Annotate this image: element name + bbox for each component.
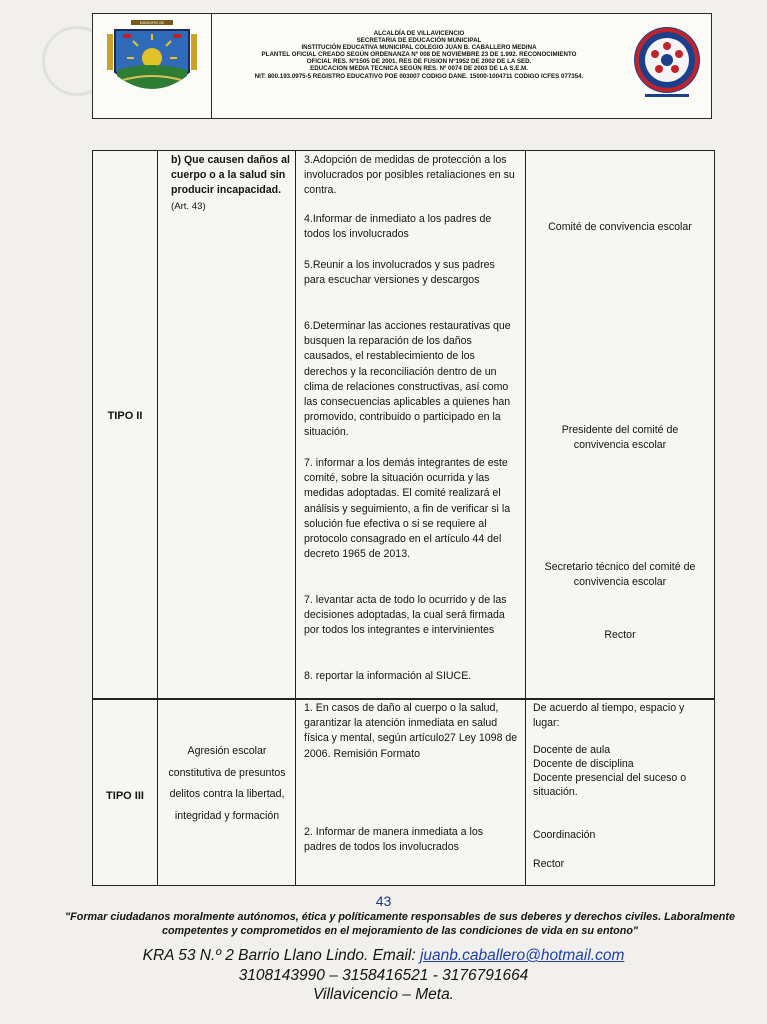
- email-link[interactable]: juanb.caballero@hotmail.com: [419, 947, 625, 964]
- tipo-ii-action-7b: 7. levantar acta de todo lo ocurrido y de las decisiones adoptadas, la cual será firmada por todos los integrantes e intervinientes: [304, 594, 507, 637]
- letterhead: [92, 13, 712, 119]
- tipo-ii-situation-text: b) Que causen daños al cuerpo o a la salud sin producir incapacidad.: [171, 154, 290, 197]
- motto-line-1: "Formar ciudadanos moralmente autónomos, ética y políticamente responsables de sus deberes y derechos civiles. Laboralmente: [65, 911, 735, 923]
- institution-info: [212, 30, 626, 80]
- tipo-iii-responsible-present: Docente presencial del suceso o situación.: [533, 772, 687, 798]
- tipo-ii-responsible-president: Presidente del comité de convivencia escolar: [561, 424, 679, 452]
- header-line-6: EDUCACION MEDIA TECNICA SEGÚN RES. Nº 0074 DE 2003 DE LA S.E.M.: [310, 65, 528, 73]
- tipo-ii-responsible-rector: Rector: [604, 629, 636, 641]
- address-text: KRA 53 N.º 2 Barrio Llano Lindo. Email:: [142, 947, 420, 964]
- coat-of-arms-icon: [93, 14, 211, 118]
- tipo-ii-situation: [171, 153, 295, 214]
- protocol-table: [92, 150, 715, 886]
- svg-text:MUNICIPIO DE: MUNICIPIO DE: [139, 21, 165, 25]
- tipo-ii-action-4: 4.Informar de inmediato a los padres de todos los involucrados: [304, 213, 492, 241]
- city-line: Villavicencio – Meta.: [312, 986, 454, 1003]
- header-line-1: ALCALDÍA DE VILLAVICENCIO: [373, 30, 465, 37]
- municipality-logo: [93, 14, 212, 118]
- header-line-3: INSTITUCIÓN EDUCATIVA MUNICIPAL COLEGIO JUAN B. CABALLERO MEDINA: [301, 44, 537, 52]
- column-divider: [525, 151, 526, 885]
- tipo-ii-action-7a: 7. informar a los demás integrantes de este comité, sobre la situación ocurrida y las medidas adoptadas. El comité realizará el análisis y seguimiento, a fin de verificar si la solución fue efectiva o si se requiere al protocolo consagrado en el artículo 44 del decreto 1965 de 2013.: [304, 457, 511, 561]
- tipo-ii-situation-ref: (Art. 43): [171, 200, 206, 212]
- header-line-2: SECRETARIA DE EDUCACIÓN MUNICIPAL: [356, 37, 482, 45]
- tipo-iii-label: TIPO III: [106, 790, 144, 802]
- school-seal: [623, 14, 711, 118]
- tipo-ii-action-8: 8. reportar la información al SIUCE.: [304, 670, 472, 682]
- tipo-ii-action-3: 3.Adopción de medidas de protección a los involucrados por posibles retaliaciones en su contra.: [304, 154, 515, 197]
- address-line: [0, 946, 767, 966]
- tipo-iii-action-1: 1. En casos de daño al cuerpo o la salud, garantizar la atención inmediata en salud física y mental, según artículo27 Ley 1098 de 2006. Remisión Formato: [304, 702, 518, 760]
- tipo-iii-responsible-discipline: Docente de disciplina: [533, 758, 634, 770]
- tipo-ii-responsible-committee: Comité de convivencia escolar: [548, 221, 692, 233]
- motto-line-2: competentes y comprometidos en el mejoramiento de las condiciones de vida en su entono": [161, 924, 639, 937]
- contact-block: [0, 946, 767, 1005]
- row-divider: [93, 698, 714, 700]
- school-seal-icon: [623, 14, 711, 118]
- tipo-iii-responsible-teacher: Docente de aula: [533, 744, 611, 756]
- header-line-5: OFICIAL RES. Nº1505 DE 2001. RES DE FUSION Nº1952 DE 2002 DE LA SED.: [306, 58, 532, 66]
- tipo-iii-action-2: 2. Informar de manera inmediata a los padres de todos los involucrados: [304, 826, 484, 854]
- header-line-4: PLANTEL OFICIAL CREADO SEGÚN ORDENANZA Nº 008 DE NOVIEMBRE 23 DE 1.992. RECONOCIMIENTO: [261, 51, 577, 59]
- institutional-motto: [40, 911, 760, 938]
- phone-line: 3108143990 – 3158416521 - 3176791664: [238, 966, 529, 984]
- header-line-7: NIT: 800.193.0975-5 REGISTRO EDUCATIVO POE 003007 CODIGO DANE. 15000-1004711 CODIGO ICFES 077354.: [254, 72, 584, 80]
- page-number: 43: [375, 893, 392, 909]
- column-divider: [157, 151, 158, 885]
- tipo-ii-action-5: 5.Reunir a los involucrados y sus padres para escuchar versiones y descargos: [304, 259, 495, 287]
- tipo-ii-label: TIPO II: [107, 410, 143, 422]
- tipo-ii-responsible-secretary: Secretario técnico del comité de convivencia escolar: [544, 561, 696, 589]
- column-divider: [295, 151, 296, 885]
- tipo-ii-action-6: 6.Determinar las acciones restaurativas que busquen la reparación de los daños causados, el restablecimiento de los derechos y la reconciliación dentro de un clima de relaciones constructivas, así como las consecuencias aplicables a quienes han promovido, contribuido o participado en la situación.: [304, 320, 511, 439]
- tipo-iii-responsible-coordination: Coordinación: [533, 829, 596, 841]
- tipo-iii-situation: Agresión escolar constitutiva de presuntos delitos contra la libertad, integridad y formación: [168, 745, 286, 822]
- tipo-iii-responsible-rector: Rector: [533, 858, 565, 870]
- tipo-iii-responsible-list: [533, 743, 713, 799]
- tipo-iii-responsibles-intro: De acuerdo al tiempo, espacio y lugar:: [533, 702, 685, 730]
